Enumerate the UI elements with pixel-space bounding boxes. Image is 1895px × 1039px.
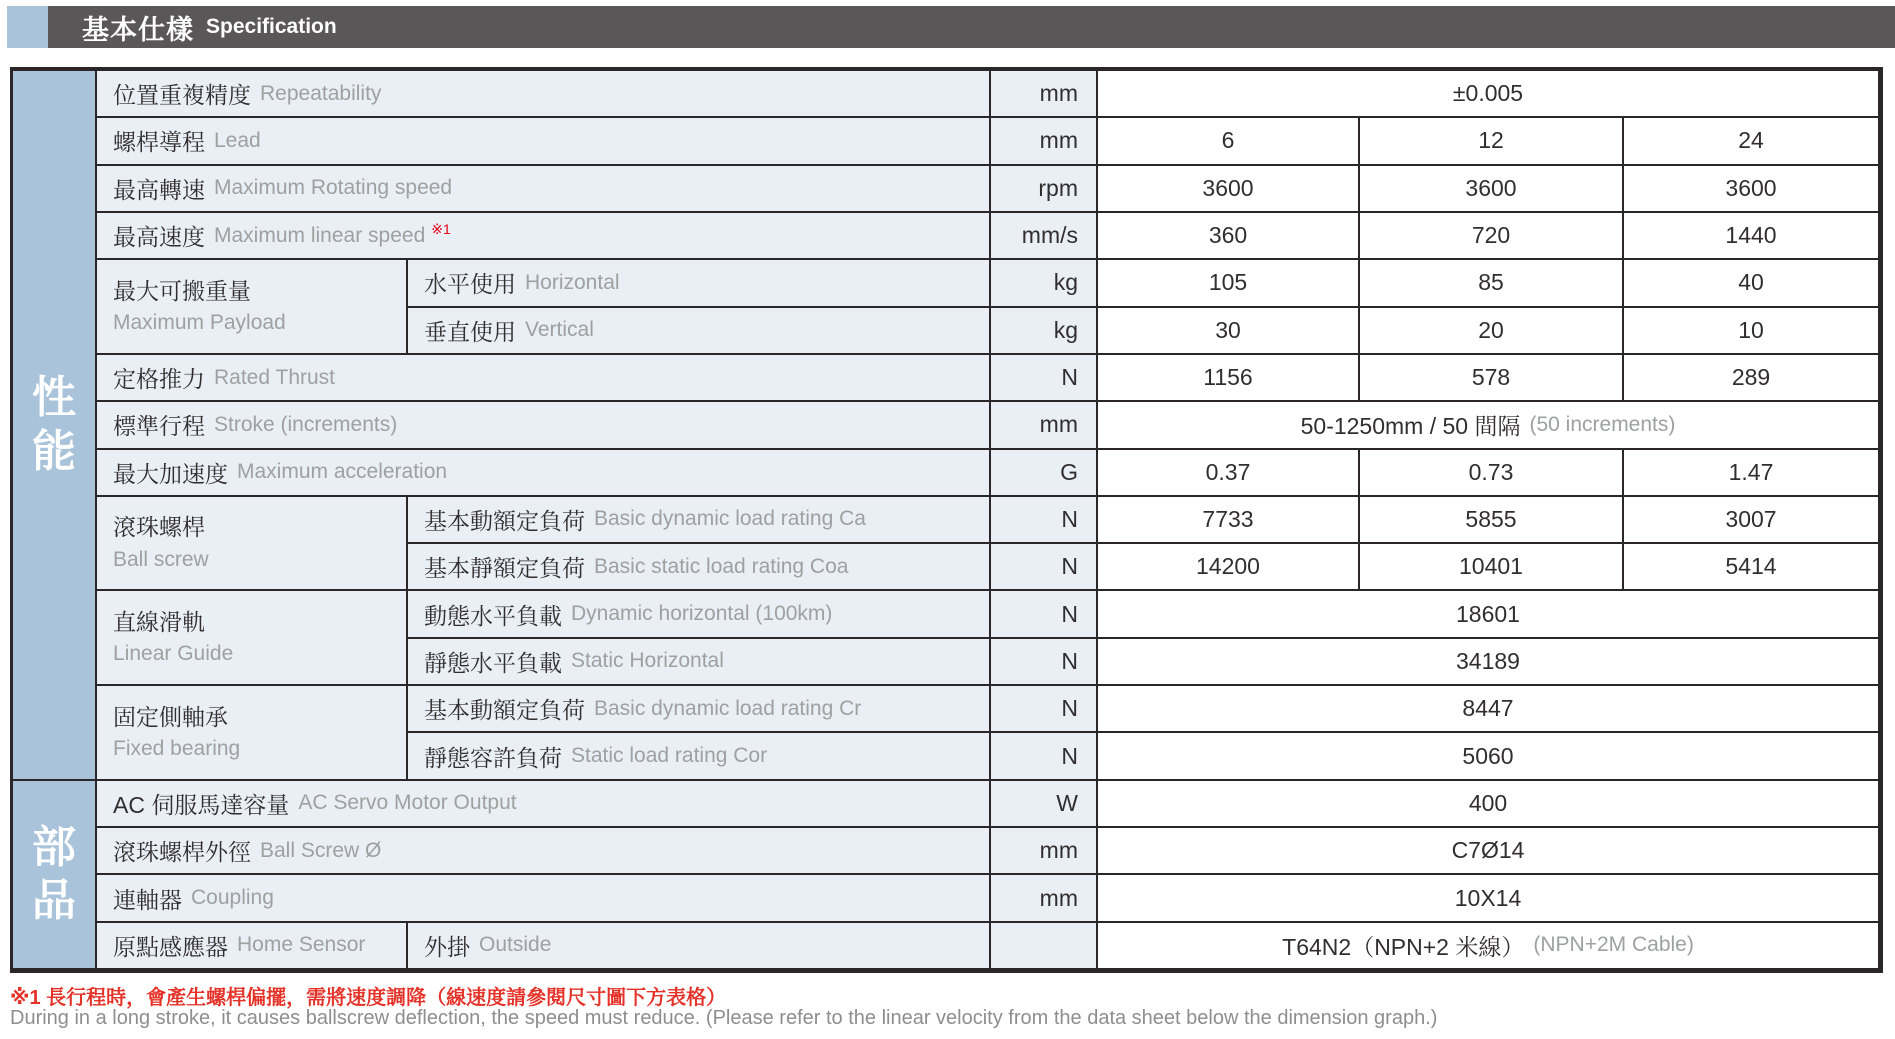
row-payload-horizontal-value-3: 40 (1624, 260, 1880, 307)
row-screw-diameter-value: C7Ø14 (1098, 828, 1880, 875)
row-coupling-label (97, 875, 991, 922)
row-coupling-value: 10X14 (1098, 875, 1880, 922)
row-max-rotating-label (97, 166, 991, 213)
label-zh: 最大可搬重量 (113, 277, 251, 304)
row-ball-screw-dynamic-value-1: 7733 (1098, 497, 1360, 544)
label-zh: 外掛 (424, 933, 470, 960)
row-stroke-label (97, 402, 991, 449)
label-en: Static Horizontal (571, 649, 724, 673)
row-max-accel-unit: G (991, 450, 1098, 497)
section-label-parts: 部品 (31, 822, 76, 926)
label-en: Linear Guide (113, 642, 234, 666)
row-ball-screw-static-label (408, 544, 991, 591)
header-accent-square (7, 6, 48, 48)
label-zh: 原點感應器 (113, 933, 228, 960)
section-header-bar (48, 6, 1895, 48)
row-payload-vertical-unit: kg (991, 308, 1098, 355)
row-linear-guide-group-label (97, 591, 408, 686)
label-zh: 直線滑軌 (113, 608, 205, 635)
label-zh: 標準行程 (113, 413, 205, 440)
row-max-accel-value-2: 0.73 (1360, 450, 1624, 497)
row-rated-thrust-label (97, 355, 991, 402)
label-zh: 連軸器 (113, 886, 182, 913)
row-servo-output-value: 400 (1098, 781, 1880, 828)
label-zh: 基本靜額定負荷 (424, 555, 585, 582)
page-title-en: Specification (206, 15, 337, 38)
section-cell-parts (13, 781, 97, 970)
row-fixed-bearing-static-label (408, 733, 991, 780)
home-sensor-value-en: (NPN+2M Cable) (1533, 933, 1694, 957)
row-payload-vertical-label (408, 308, 991, 355)
row-home-sensor-unit (991, 923, 1098, 970)
row-ball-screw-static-value-2: 10401 (1360, 544, 1624, 591)
stroke-value-en: (50 increments) (1529, 412, 1676, 436)
row-max-rotating-value-2: 3600 (1360, 166, 1624, 213)
label-zh: 滾珠螺桿外徑 (113, 839, 251, 866)
row-max-rotating-value-1: 3600 (1098, 166, 1360, 213)
row-max-accel-label (97, 450, 991, 497)
row-repeatability-value: ±0.005 (1098, 71, 1880, 118)
page-title-zh: 基本仕樣 (82, 14, 194, 45)
label-zh: 基本動額定負荷 (424, 507, 585, 534)
row-ball-screw-static-unit: N (991, 544, 1098, 591)
label-en: Basic static load rating Coa (594, 554, 849, 578)
label-en: Repeatability (260, 81, 382, 105)
label-en: Lead (214, 128, 261, 152)
row-servo-output-unit: W (991, 781, 1098, 828)
row-fixed-bearing-static-unit: N (991, 733, 1098, 780)
row-ball-screw-static-value-3: 5414 (1624, 544, 1880, 591)
row-linear-guide-dynamic-unit: N (991, 591, 1098, 638)
row-linear-guide-static-unit: N (991, 639, 1098, 686)
row-ball-screw-group-label (97, 497, 408, 592)
label-zh: 滾珠螺桿 (113, 514, 205, 541)
row-payload-vertical-value-3: 10 (1624, 308, 1880, 355)
row-payload-horizontal-unit: kg (991, 260, 1098, 307)
label-en: Static load rating Cor (571, 744, 768, 768)
label-zh: 動態水平負載 (424, 602, 562, 629)
row-max-linear-value-1: 360 (1098, 213, 1360, 260)
stroke-value-zh: 50-1250mm / 50 間隔 (1300, 413, 1521, 440)
row-lead-value-1: 6 (1098, 118, 1360, 165)
row-ball-screw-dynamic-label (408, 497, 991, 544)
footnote-zh: ※1 長行程時，會產生螺桿偏擺，需將速度調降（線速度請參閱尺寸圖下方表格） (10, 987, 727, 1009)
row-fixed-bearing-static-value: 5060 (1098, 733, 1880, 780)
label-zh: 最大加速度 (113, 460, 228, 487)
label-en: Rated Thrust (214, 365, 336, 389)
label-en: Dynamic horizontal (100km) (571, 602, 833, 626)
label-en: Maximum Rotating speed (214, 176, 453, 200)
row-ball-screw-dynamic-unit: N (991, 497, 1098, 544)
row-fixed-bearing-dynamic-label (408, 686, 991, 733)
label-zh: 基本動額定負荷 (424, 697, 585, 724)
row-lead-value-3: 24 (1624, 118, 1880, 165)
row-fixed-bearing-dynamic-value: 8447 (1098, 686, 1880, 733)
row-max-rotating-unit: rpm (991, 166, 1098, 213)
footnote-en: During in a long stroke, it causes ballscrew deflection, the speed must reduce. (Please refer to the linear velocity from the data sheet below the dimension graph.) (10, 1007, 1438, 1029)
label-zh: 最高速度 (113, 224, 205, 251)
row-lead-label (97, 118, 991, 165)
row-repeatability-unit: mm (991, 71, 1098, 118)
label-en: Fixed bearing (113, 736, 241, 760)
label-zh: 靜態水平負載 (424, 649, 562, 676)
row-screw-diameter-unit: mm (991, 828, 1098, 875)
label-en: Vertical (525, 318, 594, 342)
row-rated-thrust-value-1: 1156 (1098, 355, 1360, 402)
row-stroke-unit: mm (991, 402, 1098, 449)
row-payload-vertical-value-1: 30 (1098, 308, 1360, 355)
label-zh: 固定側軸承 (113, 703, 228, 730)
label-zh: 定格推力 (113, 366, 205, 393)
row-payload-vertical-value-2: 20 (1360, 308, 1624, 355)
row-max-linear-label (97, 213, 991, 260)
label-zh: 水平使用 (424, 271, 516, 298)
row-coupling-unit: mm (991, 875, 1098, 922)
section-label-performance: 性能 (31, 373, 76, 476)
label-zh: 垂直使用 (424, 318, 516, 345)
row-fixed-bearing-dynamic-unit: N (991, 686, 1098, 733)
specification-table (10, 67, 1883, 973)
row-stroke-value (1098, 402, 1880, 449)
label-en: Horizontal (525, 270, 620, 294)
row-servo-output-label (97, 781, 991, 828)
label-zh: AC 伺服馬達容量 (113, 791, 290, 818)
row-max-linear-value-2: 720 (1360, 213, 1624, 260)
label-en: Outside (479, 933, 552, 957)
row-home-sensor-mount-label (408, 923, 991, 970)
row-home-sensor-label (97, 923, 408, 970)
row-home-sensor-value (1098, 923, 1880, 970)
label-zh: 靜態容許負荷 (424, 744, 562, 771)
row-max-linear-value-3: 1440 (1624, 213, 1880, 260)
row-rated-thrust-unit: N (991, 355, 1098, 402)
label-en: Home Sensor (237, 933, 366, 957)
row-max-rotating-value-3: 3600 (1624, 166, 1880, 213)
label-en: Basic dynamic load rating Ca (594, 507, 866, 531)
label-en: Stroke (increments) (214, 412, 398, 436)
label-en: Maximum acceleration (237, 460, 448, 484)
row-payload-group-label (97, 260, 408, 355)
label-zh: 最高轉速 (113, 176, 205, 203)
row-linear-guide-dynamic-value: 18601 (1098, 591, 1880, 638)
row-max-linear-unit: mm/s (991, 213, 1098, 260)
label-zh: 螺桿導程 (113, 129, 205, 156)
label-en: Maximum Payload (113, 311, 286, 335)
label-zh: 位置重複精度 (113, 82, 251, 109)
row-repeatability-label (97, 71, 991, 118)
row-linear-guide-static-label (408, 639, 991, 686)
home-sensor-value-zh: T64N2（NPN+2 米線） (1282, 933, 1525, 960)
label-en: AC Servo Motor Output (298, 791, 517, 815)
row-ball-screw-dynamic-value-2: 5855 (1360, 497, 1624, 544)
row-lead-unit: mm (991, 118, 1098, 165)
row-ball-screw-static-value-1: 14200 (1098, 544, 1360, 591)
label-en: Ball screw (113, 547, 209, 571)
label-en: Coupling (191, 886, 274, 910)
row-linear-guide-dynamic-label (408, 591, 991, 638)
row-rated-thrust-value-3: 289 (1624, 355, 1880, 402)
label-en: Maximum linear speed (214, 223, 426, 247)
row-max-accel-value-1: 0.37 (1098, 450, 1360, 497)
row-max-accel-value-3: 1.47 (1624, 450, 1880, 497)
row-screw-diameter-label (97, 828, 991, 875)
label-en: Ball Screw Ø (260, 838, 382, 862)
row-lead-value-2: 12 (1360, 118, 1624, 165)
row-linear-guide-static-value: 34189 (1098, 639, 1880, 686)
row-ball-screw-dynamic-value-3: 3007 (1624, 497, 1880, 544)
footnote-ref-1: ※1 (431, 220, 451, 237)
section-cell-performance (13, 71, 97, 781)
row-rated-thrust-value-2: 578 (1360, 355, 1624, 402)
row-payload-horizontal-label (408, 260, 991, 307)
label-en: Basic dynamic load rating Cr (594, 696, 862, 720)
row-payload-horizontal-value-2: 85 (1360, 260, 1624, 307)
row-fixed-bearing-group-label (97, 686, 408, 781)
row-payload-horizontal-value-1: 105 (1098, 260, 1360, 307)
